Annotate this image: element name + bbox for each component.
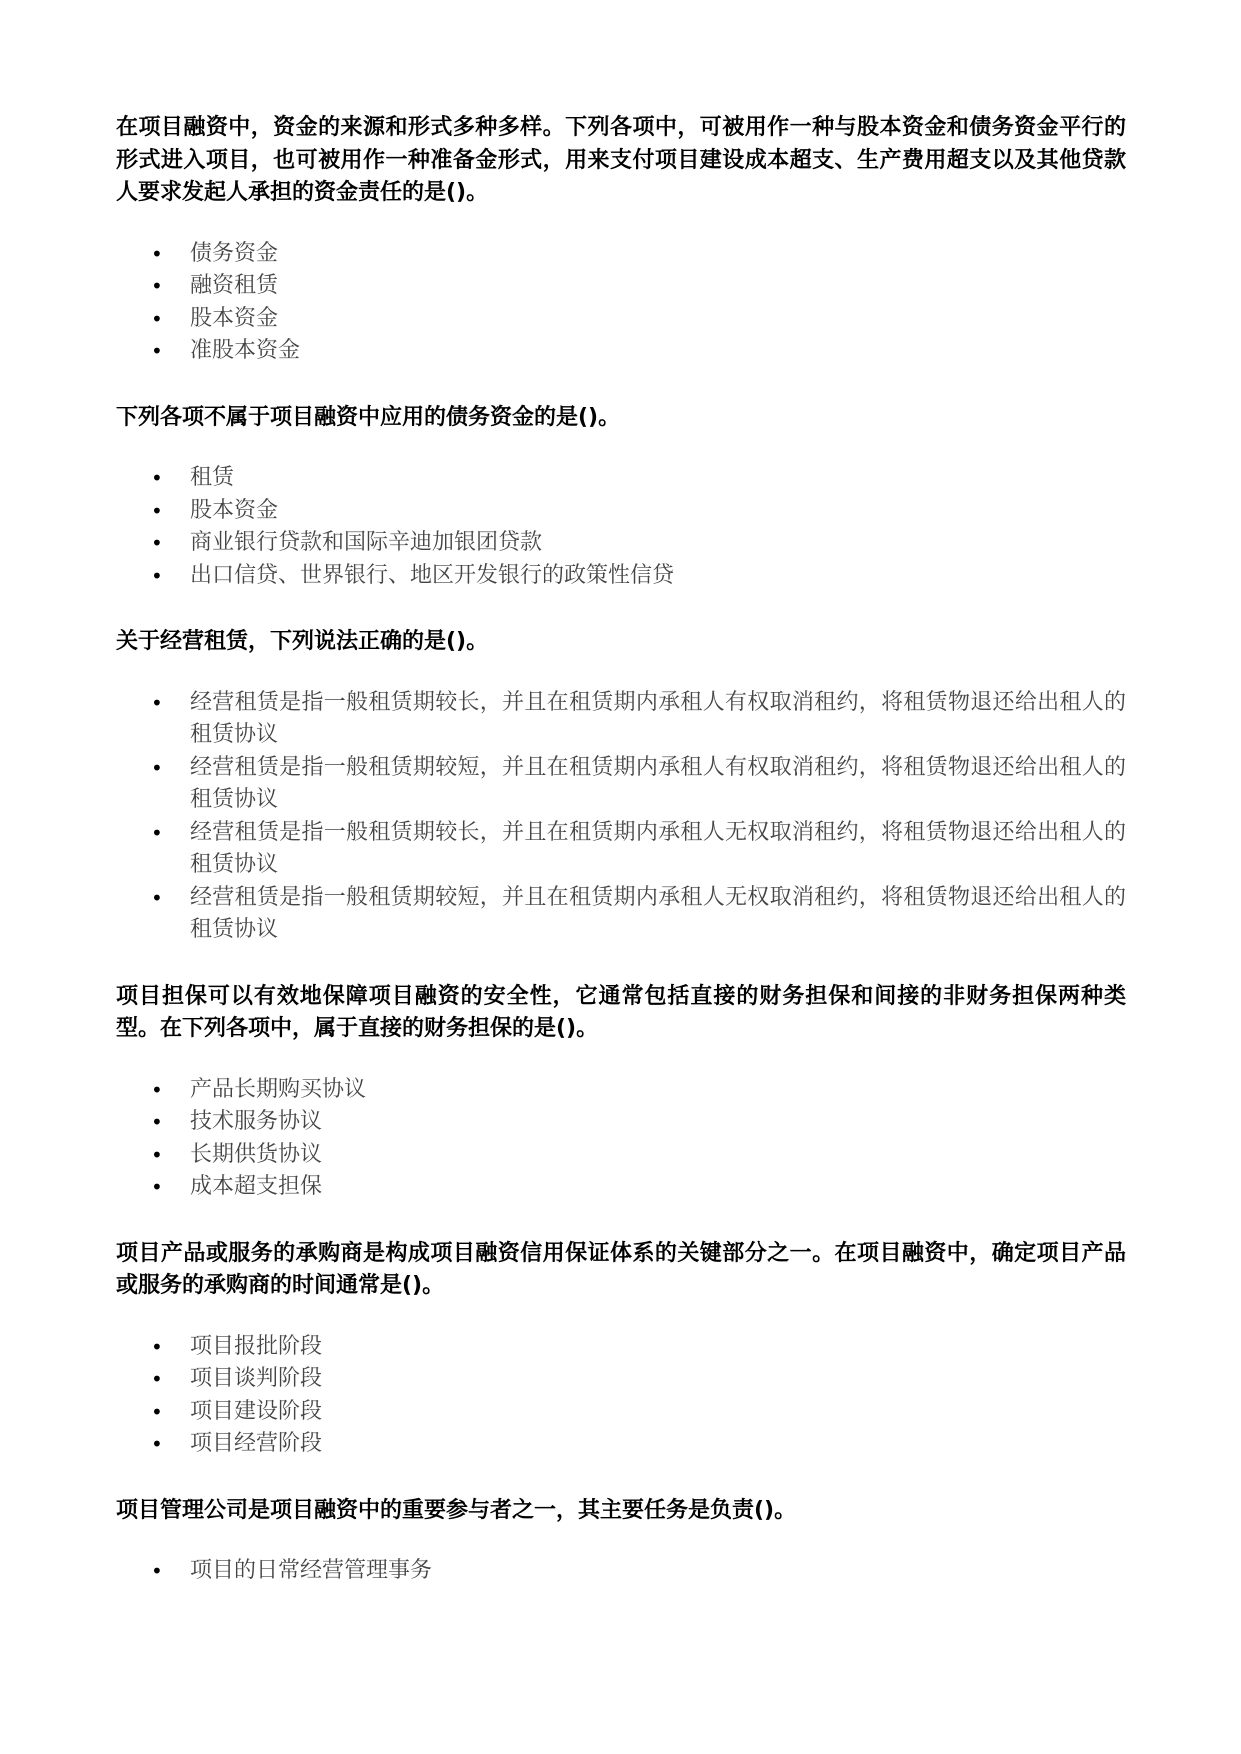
bullet-dot-icon: • (151, 241, 163, 266)
bullet-dot-icon: • (151, 1175, 163, 1199)
option-text: 股本资金 (190, 497, 279, 523)
option-list (116, 1331, 1126, 1461)
option-text: 技术服务协议 (190, 1109, 323, 1134)
option-list (116, 1074, 1126, 1204)
bullet-dot-icon: • (151, 1334, 163, 1359)
option-item (116, 752, 1126, 817)
bullet-dot-icon: • (151, 1142, 163, 1167)
bullet-dot-icon: • (151, 306, 163, 331)
question-text: 项目管理公司是项目融资中的重要参与者之一，其主要任务是负责()。 (116, 1497, 797, 1523)
option-text: 产品长期购买协议 (190, 1076, 367, 1102)
option-item (116, 527, 1126, 560)
bullet-dot-icon: • (151, 1399, 163, 1424)
question-text: 在项目融资中，资金的来源和形式多种多样。下列各项中，可被用作一种与股本资金和债务资金平行的形式进入项目，也可被用作一种准备金形式，用来支付项目建设成本超支、生产费用超支以及其他贷款人要求发起人承担的资金责任的是()。 (116, 115, 1126, 205)
question-text: 关于经营租赁，下列说法正确的是()。 (116, 629, 489, 654)
option-item (116, 495, 1126, 528)
option-list (116, 687, 1126, 947)
option-text: 项目报批阶段 (190, 1333, 323, 1359)
option-text: 成本超支担保 (190, 1174, 323, 1199)
option-item (116, 303, 1126, 336)
option-item (116, 270, 1126, 303)
option-text: 经营租赁是指一般租赁期较长，并且在租赁期内承租人无权取消租约，将租赁物退还给出租人的租赁协议 (190, 819, 1126, 877)
bullet-dot-icon: • (151, 1077, 163, 1102)
option-item (116, 1331, 1126, 1364)
option-text: 经营租赁是指一般租赁期较短，并且在租赁期内承租人无权取消租约，将租赁物退还给出租人的租赁协议 (190, 884, 1126, 942)
option-item (116, 462, 1126, 495)
bullet-dot-icon: • (151, 274, 163, 298)
option-text: 项目谈判阶段 (190, 1366, 323, 1391)
option-item (116, 817, 1126, 882)
document-body (116, 112, 1126, 1622)
option-text: 融资租赁 (190, 273, 279, 298)
option-item (116, 335, 1126, 368)
option-text: 出口信贷、世界银行、地区开发银行的政策性信贷 (190, 562, 675, 588)
question-text: 项目产品或服务的承购商是构成项目融资信用保证体系的关键部分之一。在项目融资中，确定项目产品或服务的承购商的时间通常是()。 (116, 1240, 1126, 1298)
bullet-dot-icon: • (151, 531, 163, 555)
option-item (116, 1171, 1126, 1204)
question-6 (116, 1495, 1126, 1588)
option-item (116, 1428, 1126, 1461)
question-3 (116, 626, 1126, 947)
bullet-dot-icon: • (151, 1110, 163, 1134)
option-text: 商业银行贷款和国际辛迪加银团贷款 (190, 530, 543, 555)
question-5 (116, 1238, 1126, 1461)
bullet-dot-icon: • (151, 1559, 163, 1583)
question-text: 下列各项不属于项目融资中应用的债务资金的是()。 (116, 404, 621, 430)
question-text: 项目担保可以有效地保障项目融资的安全性，它通常包括直接的财务担保和间接的非财务担保两种类型。在下列各项中，属于直接的财务担保的是()。 (116, 983, 1126, 1041)
option-item (116, 1074, 1126, 1107)
bullet-dot-icon: • (151, 820, 163, 845)
option-text: 经营租赁是指一般租赁期较长，并且在租赁期内承租人有权取消租约，将租赁物退还给出租人的租赁协议 (190, 689, 1126, 747)
option-item (116, 560, 1126, 593)
option-text: 经营租赁是指一般租赁期较短，并且在租赁期内承租人有权取消租约，将租赁物退还给出租人的租赁协议 (190, 754, 1126, 812)
option-item (116, 1555, 1126, 1588)
option-list (116, 238, 1126, 368)
bullet-dot-icon: • (151, 1432, 163, 1456)
option-list (116, 462, 1126, 592)
option-text: 项目经营阶段 (190, 1431, 323, 1456)
bullet-dot-icon: • (151, 563, 163, 588)
bullet-dot-icon: • (151, 339, 163, 363)
option-item (116, 1106, 1126, 1139)
bullet-dot-icon: • (151, 1367, 163, 1391)
option-text: 准股本资金 (190, 338, 301, 363)
bullet-dot-icon: • (151, 885, 163, 910)
bullet-dot-icon: • (151, 498, 163, 523)
question-2 (116, 402, 1126, 593)
option-text: 股本资金 (190, 305, 279, 331)
option-item (116, 238, 1126, 271)
question-4 (116, 981, 1126, 1204)
option-list (116, 1555, 1126, 1588)
option-item (116, 1139, 1126, 1172)
option-text: 项目的日常经营管理事务 (190, 1558, 433, 1583)
bullet-dot-icon: • (151, 690, 163, 715)
bullet-dot-icon: • (151, 466, 163, 490)
option-text: 项目建设阶段 (190, 1398, 323, 1424)
question-1 (116, 112, 1126, 368)
option-item (116, 1396, 1126, 1429)
option-text: 租赁 (190, 465, 235, 490)
bullet-dot-icon: • (151, 755, 163, 780)
option-item (116, 687, 1126, 752)
option-text: 债务资金 (190, 240, 279, 266)
option-item (116, 882, 1126, 947)
option-text: 长期供货协议 (190, 1141, 323, 1167)
option-item (116, 1363, 1126, 1396)
